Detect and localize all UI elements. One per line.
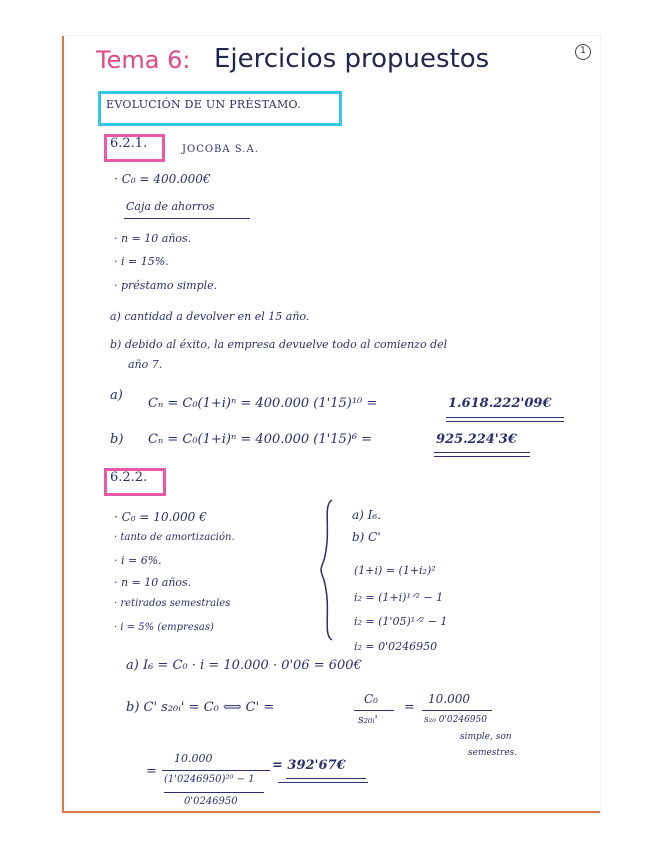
margin-note-2: semestres. bbox=[468, 748, 518, 758]
ex1-answer-b-result: 925.224'3€ bbox=[436, 432, 517, 447]
ex2-question-a: a) I₆. bbox=[352, 508, 382, 522]
title-prefix: Tema 6: bbox=[96, 46, 191, 74]
ex1-type: · préstamo simple. bbox=[114, 279, 218, 292]
fraction1-denominator: s₂₀ᵢ' bbox=[358, 713, 378, 726]
final-result-underline-1 bbox=[286, 778, 366, 779]
final-equals: = bbox=[146, 764, 157, 779]
answer-a-underline-1 bbox=[446, 417, 564, 418]
ex1-subheading: Caja de ahorros bbox=[126, 200, 215, 213]
answer-b-underline-2 bbox=[434, 456, 530, 457]
ex1-n: · n = 10 años. bbox=[114, 232, 192, 245]
subheading-underline bbox=[124, 218, 250, 219]
ex1-answer-a: Cₙ = C₀(1+i)ⁿ = 400.000 (1'15)¹⁰ = bbox=[148, 396, 378, 411]
ex2-eq2: i₂ = (1+i)¹ᐟ² − 1 bbox=[354, 591, 444, 604]
answer-a-underline-2 bbox=[446, 421, 564, 422]
curly-brace bbox=[318, 500, 338, 640]
exercise-label-2: 6.2.2. bbox=[110, 470, 148, 485]
page-number: 1 bbox=[575, 44, 591, 60]
ex1-question-a: a) cantidad a devolver en el 15 año. bbox=[110, 310, 310, 323]
final-result: = 392'67€ bbox=[272, 758, 346, 773]
page-title: Ejercicios propuestos bbox=[214, 44, 490, 74]
ex2-eq3: i₂ = (1'05)¹ᐟ² − 1 bbox=[354, 615, 448, 628]
fraction1-numerator: C₀ bbox=[364, 692, 378, 706]
fraction2-bar bbox=[422, 710, 492, 711]
ex2-eq1: (1+i) = (1+i₂)² bbox=[354, 564, 436, 577]
final-result-underline-2 bbox=[278, 782, 368, 783]
fraction2-denominator: s₂₀ 0'0246950 bbox=[424, 715, 487, 725]
equals-sign: = bbox=[404, 700, 415, 715]
final-numerator: 10.000 bbox=[174, 752, 213, 765]
ex1-answer-a-result: 1.618.222'09€ bbox=[448, 396, 552, 411]
ex1-c0: · C₀ = 400.000€ bbox=[114, 172, 211, 186]
ex1-question-b-line1: b) debido al éxito, la empresa devuelve todo al comienzo del bbox=[110, 338, 448, 351]
ex2-i2: · i = 5% (empresas) bbox=[114, 622, 214, 633]
final-fraction-bar bbox=[162, 770, 270, 771]
ex2-answer-a: a) I₆ = C₀ · i = 10.000 · 0'06 = 600€ bbox=[126, 658, 362, 673]
exercise-label-1: 6.2.1. bbox=[110, 136, 148, 151]
section-heading: EVOLUCIÓN DE UN PRÉSTAMO. bbox=[106, 98, 301, 111]
ex2-c0: · C₀ = 10.000 € bbox=[114, 510, 207, 524]
ex2-tipo: · tanto de amortización. bbox=[114, 532, 235, 543]
company-name: JOCOBA S.A. bbox=[182, 144, 259, 155]
ex1-question-b-line2: año 7. bbox=[128, 358, 163, 371]
final-sub-denominator: 0'0246950 bbox=[184, 796, 238, 807]
ex2-n: · n = 10 años. bbox=[114, 576, 192, 589]
final-sub-bar bbox=[164, 792, 264, 793]
ex1-answer-a-label: a) bbox=[110, 388, 123, 403]
ex1-answer-b: Cₙ = C₀(1+i)ⁿ = 400.000 (1'15)⁶ = bbox=[148, 432, 373, 447]
notebook-page bbox=[62, 36, 600, 813]
fraction2-numerator: 10.000 bbox=[428, 692, 470, 706]
ex1-i: · i = 15%. bbox=[114, 255, 169, 268]
margin-note-1: simple, son bbox=[460, 732, 512, 742]
ex2-retirados: · retirados semestrales bbox=[114, 598, 231, 609]
answer-b-underline-1 bbox=[434, 452, 530, 453]
fraction1-bar bbox=[354, 710, 394, 711]
ex2-i: · i = 6%. bbox=[114, 554, 162, 567]
ex1-answer-b-label: b) bbox=[110, 432, 124, 447]
ex2-question-b: b) C' bbox=[352, 530, 381, 544]
final-denominator: (1'0246950)²⁰ − 1 bbox=[164, 774, 255, 785]
ex2-answer-b: b) C' s₂₀ᵢ' = C₀ ⟺ C' = bbox=[126, 700, 275, 715]
ex2-eq4: i₂ = 0'0246950 bbox=[354, 640, 438, 653]
